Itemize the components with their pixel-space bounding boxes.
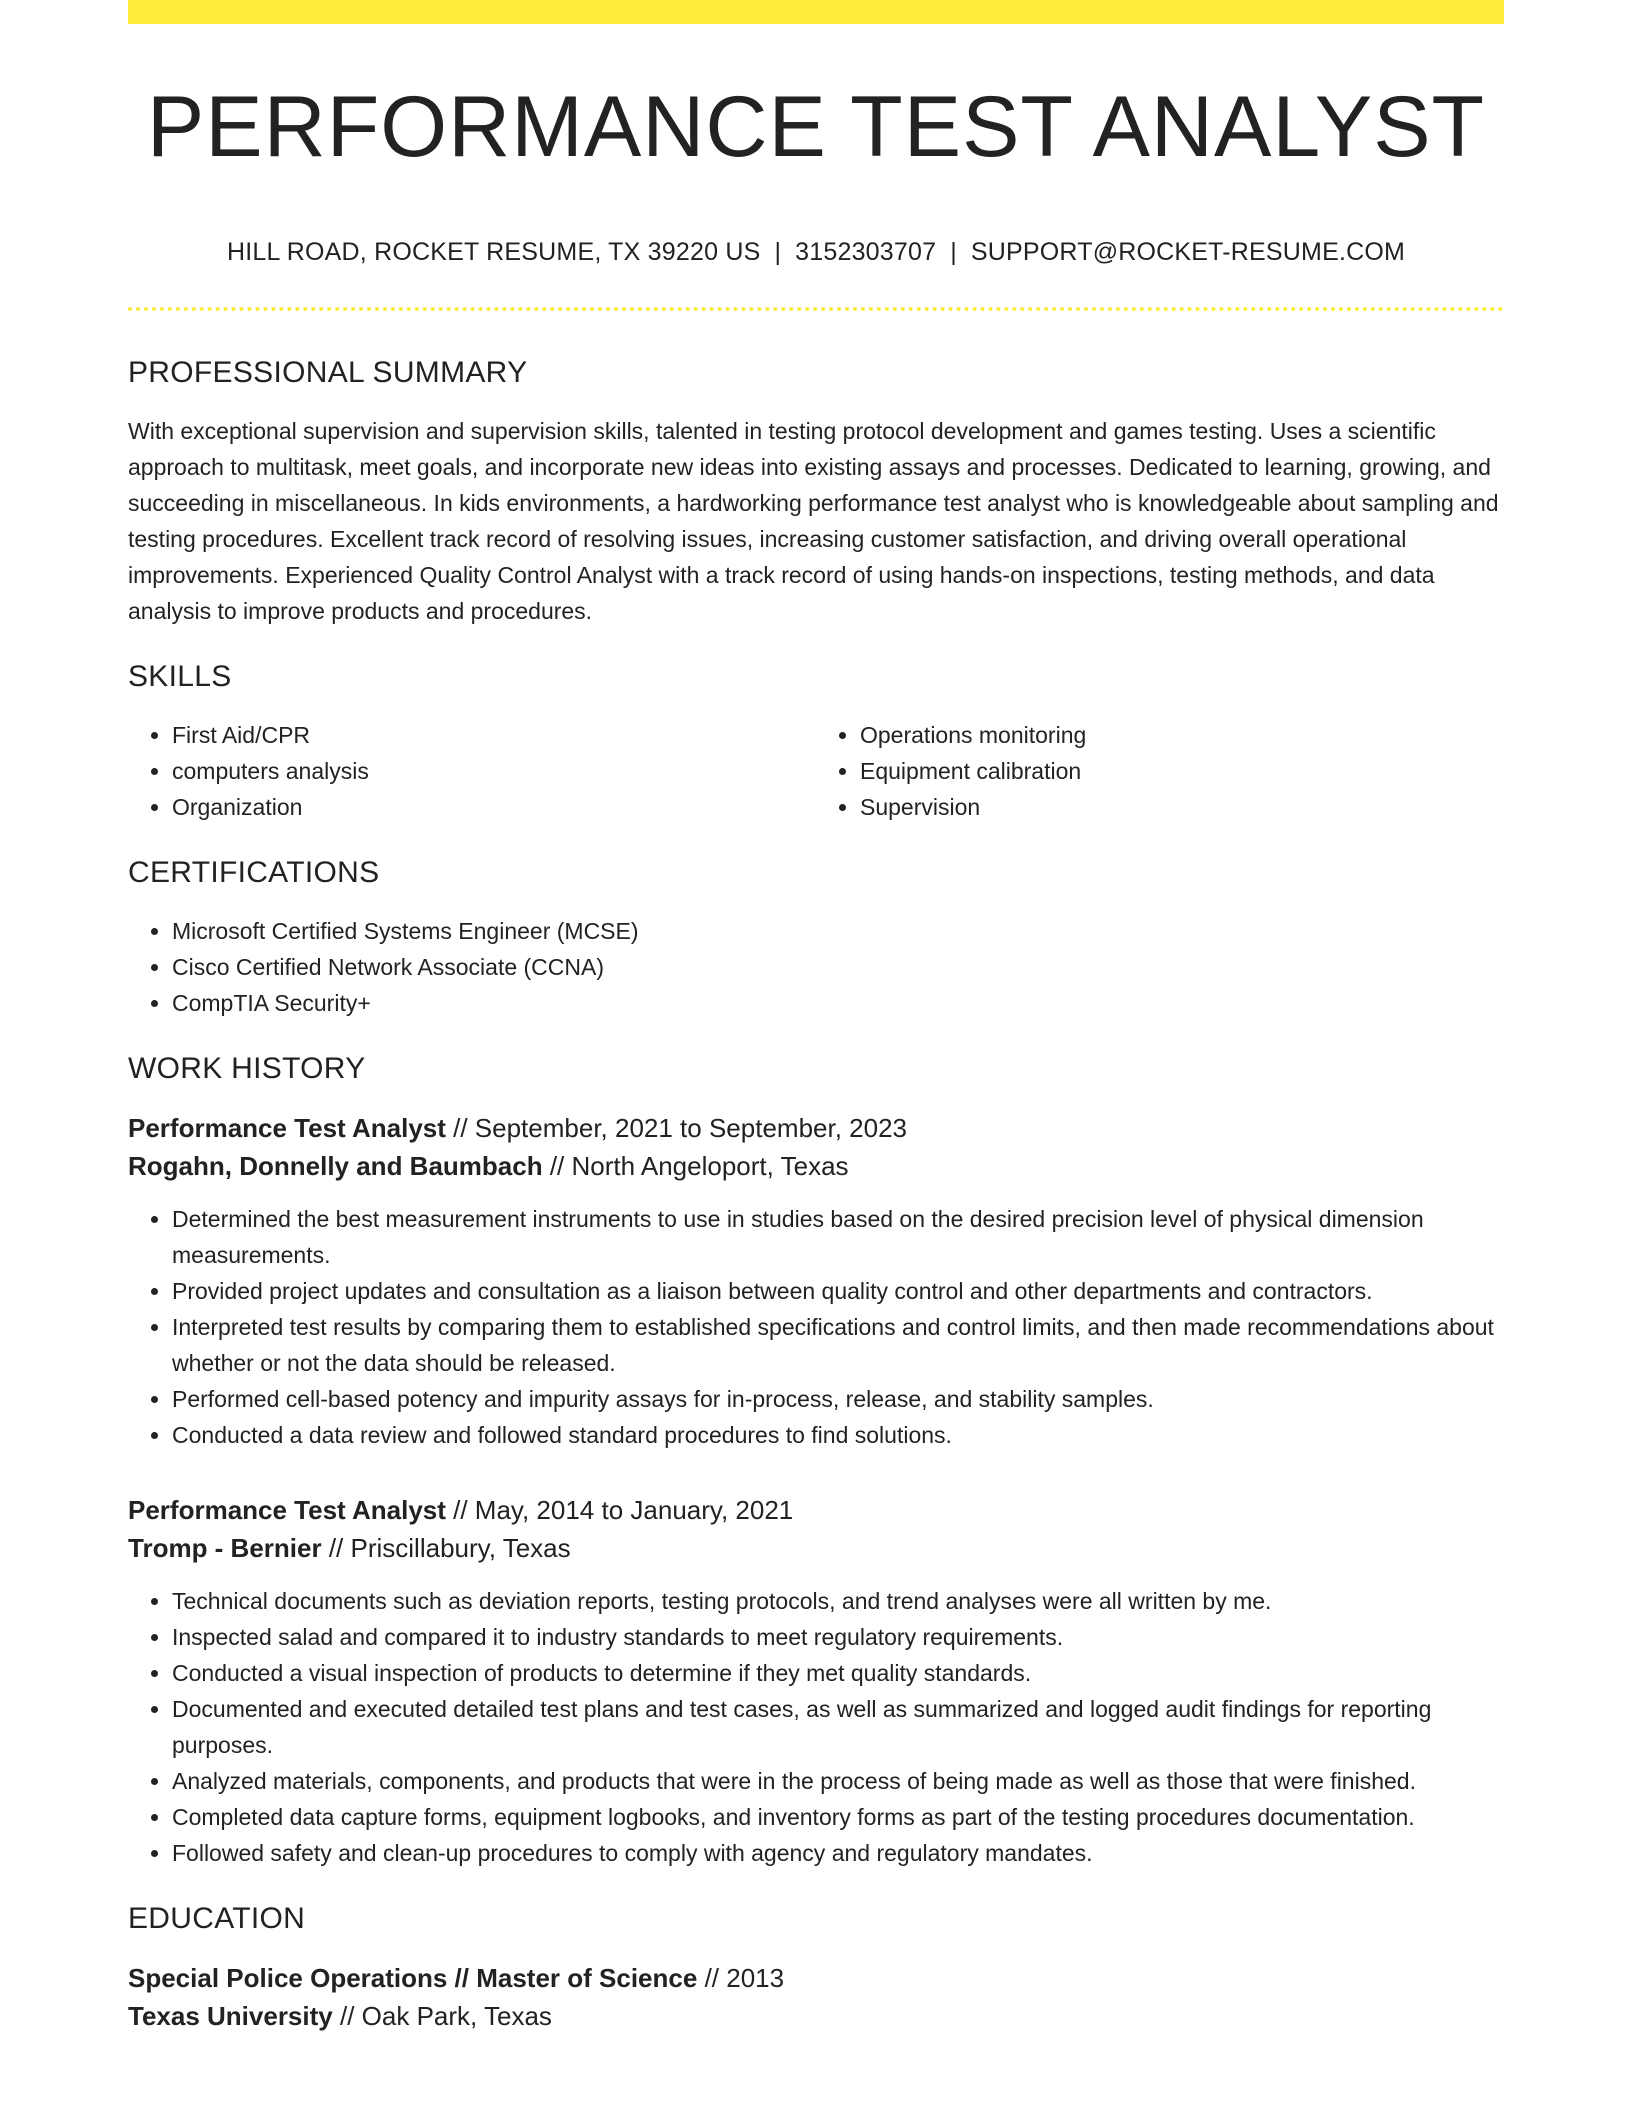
contact-line (128, 237, 1504, 267)
job-bullet: • Performed cell-based potency and impurity assays for in-process, release, and stability samples. (172, 1381, 1504, 1417)
education-degree: Special Police Operations // Master of Science (128, 1963, 698, 1993)
education-degree-line (128, 1959, 1504, 1997)
job-bullet: • Provided project updates and consultation as a liaison between quality control and other departments and contractors. (172, 1273, 1504, 1309)
job-entry (128, 1491, 1504, 1871)
job-company: Rogahn, Donnelly and Baumbach (128, 1151, 543, 1181)
resume-page (128, 0, 1504, 2035)
job-bullets (128, 1583, 1504, 1871)
education-section (128, 1901, 1504, 2035)
phone: 3152303707 (795, 238, 937, 266)
job-bullet: • Inspected salad and compared it to industry standards to meet regulatory requirements. (172, 1619, 1504, 1655)
skill-item: • Equipment calibration (860, 753, 1504, 789)
education-school: Texas University (128, 2001, 333, 2031)
section-heading: EDUCATION (128, 1902, 306, 1935)
section-heading: SKILLS (128, 660, 232, 693)
section-heading: CERTIFICATIONS (128, 856, 380, 889)
job-bullets (128, 1201, 1504, 1453)
summary-text: With exceptional supervision and supervision skills, talented in testing protocol development and games testing. Uses a scientific approach to multitask, meet goals, and incorporate new ideas into existing assays and processes. Dedicated to learning, growing, and succeeding in miscellaneous. In kids environments, a hardworking performance test analyst who is knowledgeable about sampling and testing procedures. Excellent track record of resolving issues, increasing customer satisfaction, and driving overall operational improvements. Experienced Quality Control Analyst with a track record of using hands-on inspections, testing methods, and data analysis to improve products and procedures. (128, 418, 1499, 624)
top-accent-bar (128, 0, 1504, 24)
education-school-line (128, 1997, 1504, 2035)
skill-item: • Operations monitoring (860, 717, 1504, 753)
job-title: Performance Test Analyst (128, 1495, 446, 1525)
certification-item: • CompTIA Security+ (172, 985, 1504, 1021)
job-bullet: • Conducted a data review and followed standard procedures to find solutions. (172, 1417, 1504, 1453)
job-title-line (128, 1491, 1504, 1529)
separator: | (774, 238, 782, 266)
skill-item: • Organization (172, 789, 816, 825)
dotted-divider (128, 307, 1504, 311)
job-bullet: • Conducted a visual inspection of products to determine if they met quality standards. (172, 1655, 1504, 1691)
work-history-section (128, 1051, 1504, 1871)
job-bullet: • Technical documents such as deviation reports, testing protocols, and trend analyses were all written by me. (172, 1583, 1504, 1619)
certification-item: • Microsoft Certified Systems Engineer (MCSE) (172, 913, 1504, 949)
section-heading: WORK HISTORY (128, 1052, 366, 1085)
certifications-list (128, 913, 1504, 1021)
certification-item: • Cisco Certified Network Associate (CCNA) (172, 949, 1504, 985)
skills-columns (128, 717, 1504, 825)
skill-item: • computers analysis (172, 753, 816, 789)
job-company-line (128, 1529, 1504, 1567)
job-entry (128, 1109, 1504, 1453)
job-bullet: • Determined the best measurement instruments to use in studies based on the desired precision level of physical dimension measurements. (172, 1201, 1504, 1273)
summary-section (128, 355, 1504, 629)
skills-list-left (128, 717, 816, 825)
job-title: Performance Test Analyst (128, 1113, 446, 1143)
job-bullet: • Analyzed materials, components, and products that were in the process of being made as well as those that were finished. (172, 1763, 1504, 1799)
job-dates: // May, 2014 to January, 2021 (453, 1495, 794, 1525)
section-heading: PROFESSIONAL SUMMARY (128, 356, 528, 389)
separator: | (950, 238, 957, 266)
skills-list-right (816, 717, 1504, 825)
skills-section (128, 659, 1504, 825)
job-bullet: • Interpreted test results by comparing them to established specifications and control limits, and then made recommendations about whether or not the data should be released. (172, 1309, 1504, 1381)
job-location: // Priscillabury, Texas (328, 1533, 571, 1563)
job-bullet: • Documented and executed detailed test plans and test cases, as well as summarized and logged audit findings for reporting purposes. (172, 1691, 1504, 1763)
skill-item: • First Aid/CPR (172, 717, 816, 753)
address: HILL ROAD, ROCKET RESUME, TX 39220 US (226, 238, 761, 266)
skill-item: • Supervision (860, 789, 1504, 825)
job-dates: // September, 2021 to September, 2023 (453, 1113, 907, 1143)
job-location: // North Angeloport, Texas (549, 1151, 849, 1181)
job-company-line (128, 1147, 1504, 1185)
education-year: // 2013 (704, 1963, 785, 1993)
job-bullet: • Followed safety and clean-up procedures to comply with agency and regulatory mandates. (172, 1835, 1504, 1871)
education-location: // Oak Park, Texas (339, 2001, 552, 2031)
certifications-section (128, 855, 1504, 1021)
resume-title: PERFORMANCE TEST ANALYST (146, 79, 1486, 175)
job-bullet: • Completed data capture forms, equipment logbooks, and inventory forms as part of the testing procedures documentation. (172, 1799, 1504, 1835)
email-link[interactable]: SUPPORT@ROCKET-RESUME.COM (970, 238, 1406, 266)
job-company: Tromp - Bernier (128, 1533, 322, 1563)
job-title-line (128, 1109, 1504, 1147)
